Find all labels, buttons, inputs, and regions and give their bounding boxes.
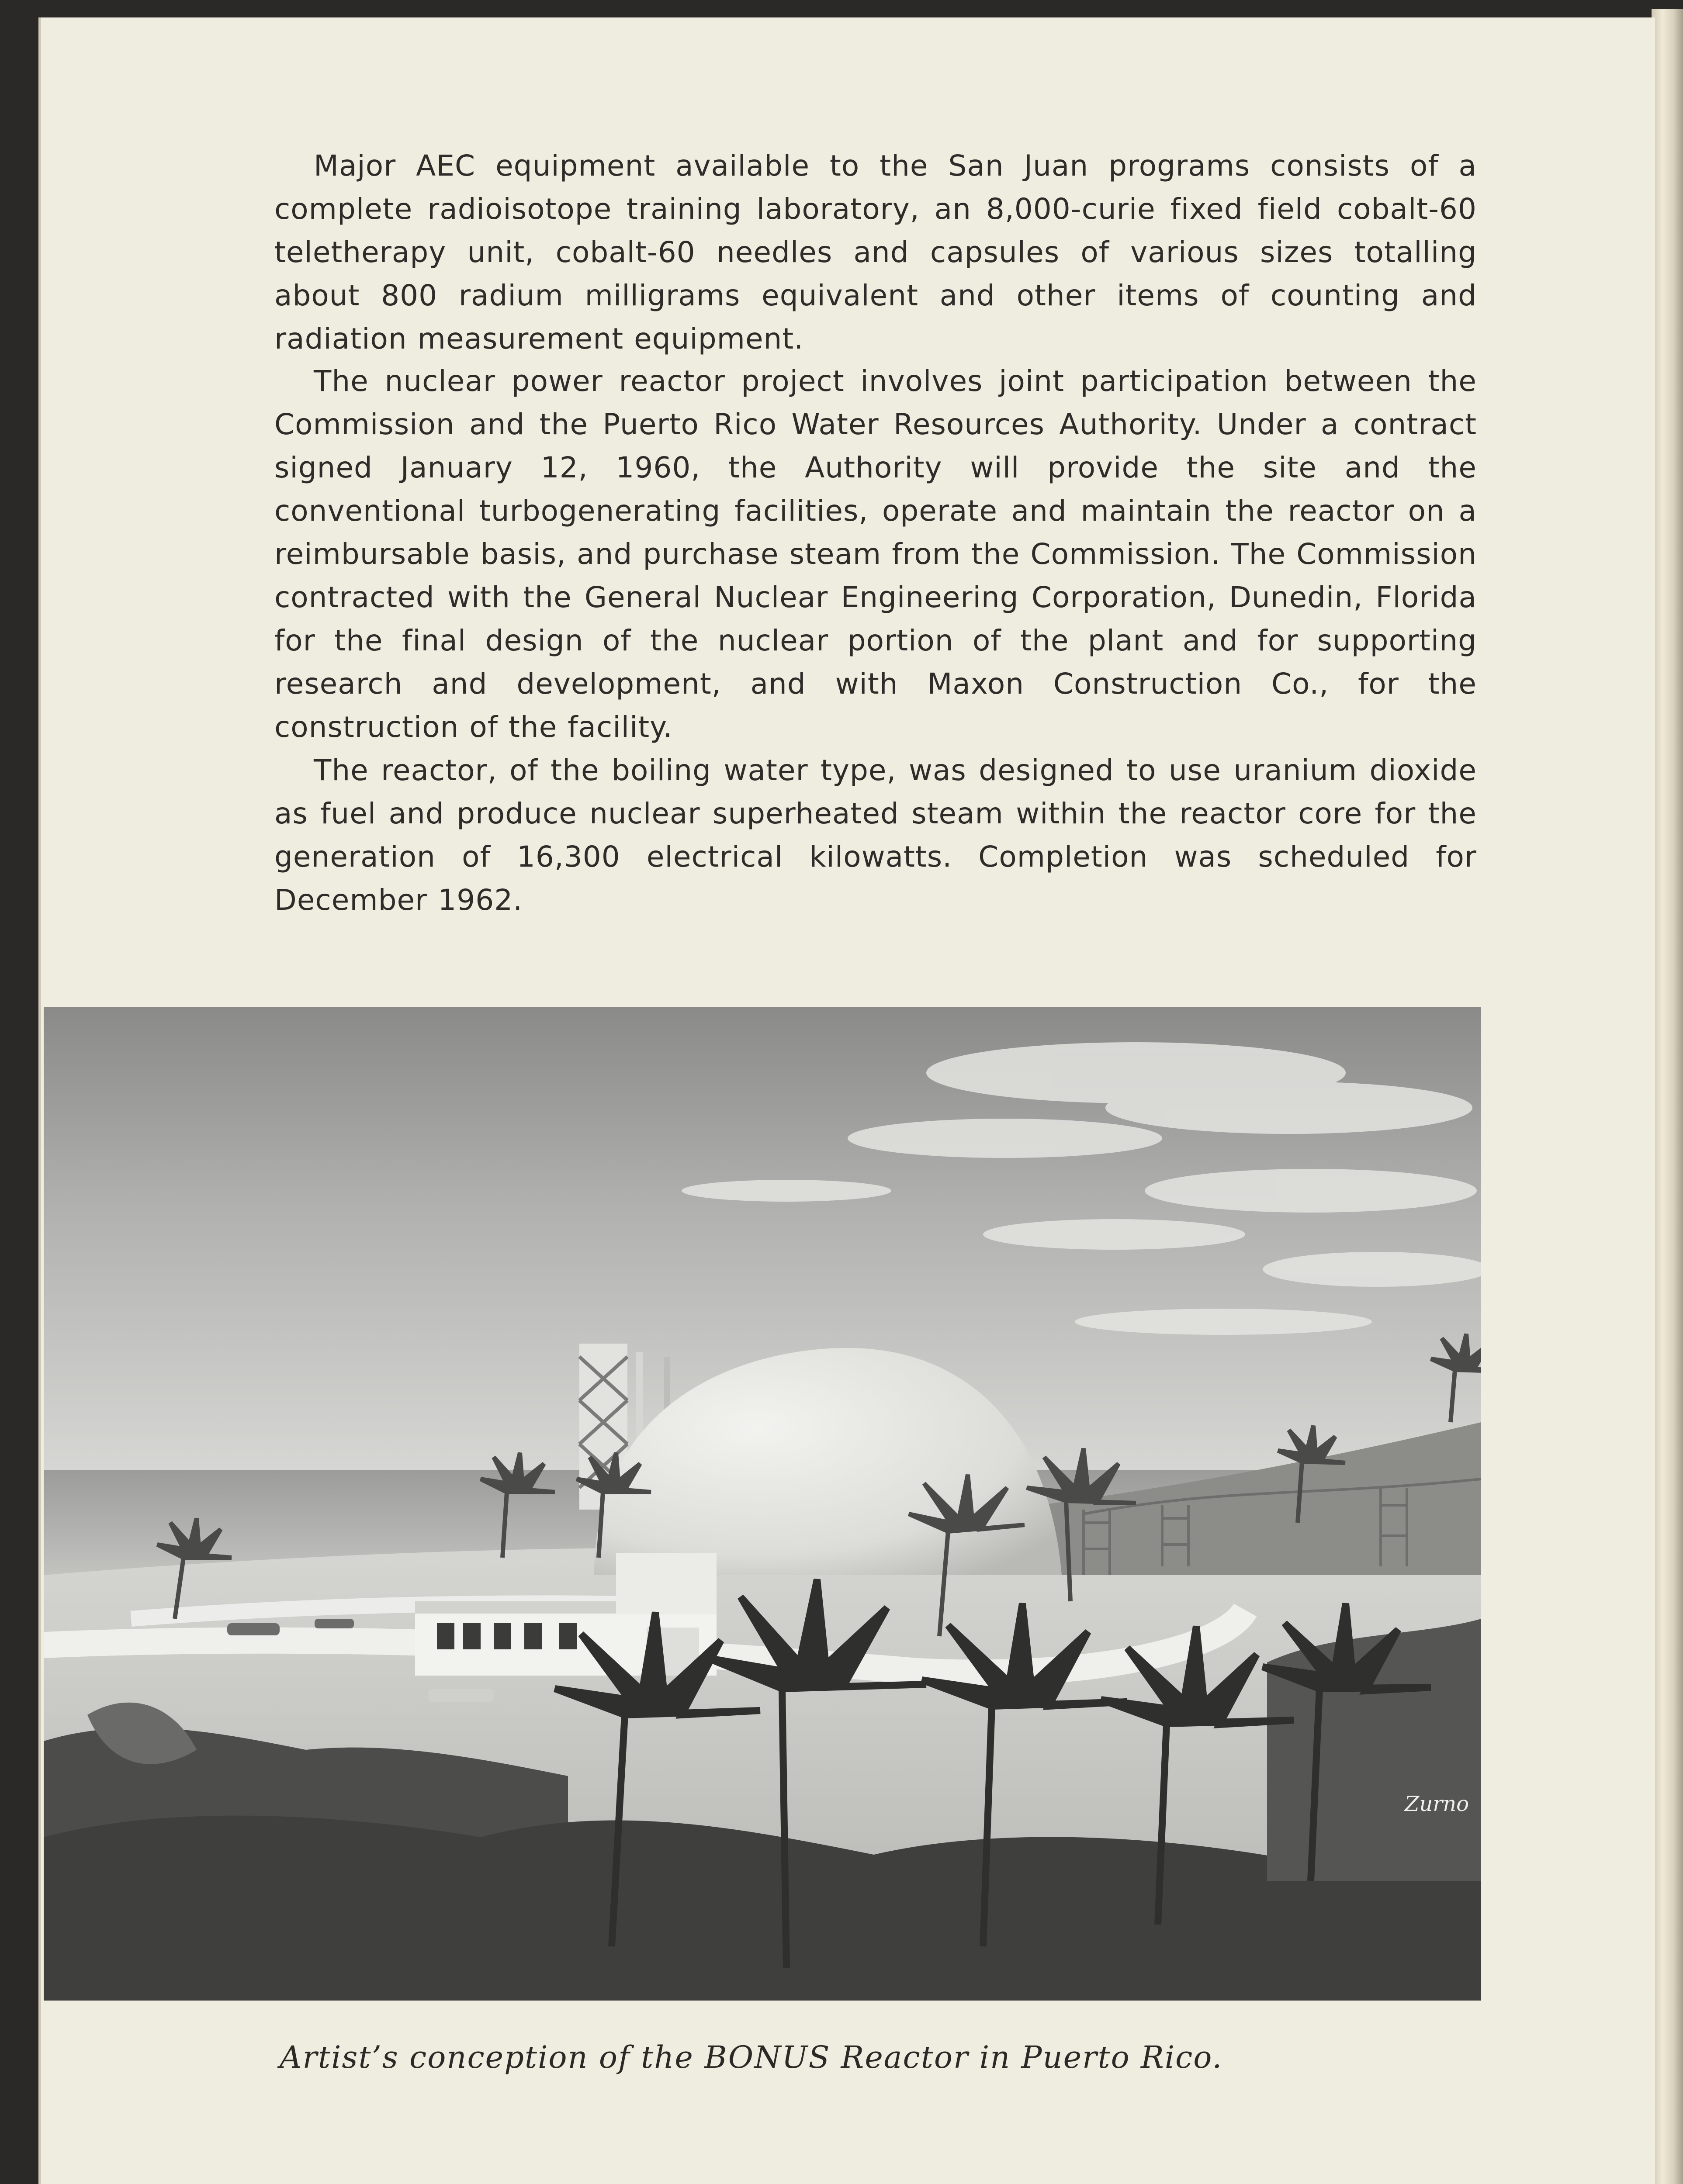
body-paragraph-2: The nuclear power reactor project involves joint participation between the Commission and the Puerto Rico Water Resources Authority. Under a contract signed January 12, 1960, the Authority will provide the site and the conventional turbogenerating facilities, operate and maintain the reactor on a reimbursable basis, and purchase steam from the Commission. The Commission contracted with the General Nuclear Engineering Corporation, Dunedin, Florida for the final design of the nuclear portion of the plant and for supporting research and development, and with Maxon Construction Co., for the construction of the facility. (274, 364, 1477, 744)
artist-signature: Zurno (1405, 1792, 1469, 1816)
book-spine (1652, 9, 1683, 2184)
figure-caption: Artist’s conception of the BONUS Reactor in Puerto Rico. (280, 2039, 1223, 2075)
page-edge (38, 17, 41, 2184)
body-paragraph-1: Major AEC equipment available to the San Juan programs consists of a complete radioisotope training laboratory, an 8,000-curie fixed field cobalt-60 teletherapy unit, cobalt-60 needles and capsules of various sizes totalling about 800 radium milligrams equivalent and other items of counting and radiation measurement equipment. (274, 149, 1477, 356)
reactor-illustration (44, 1007, 1481, 2001)
body-paragraph-3: The reactor, of the boiling water type, was designed to use uranium dioxide as fuel and produce nuclear superheated steam within the reactor core for the generation of 16,300 electrical kilowatts. Completion was scheduled for December 1962. (274, 753, 1477, 917)
